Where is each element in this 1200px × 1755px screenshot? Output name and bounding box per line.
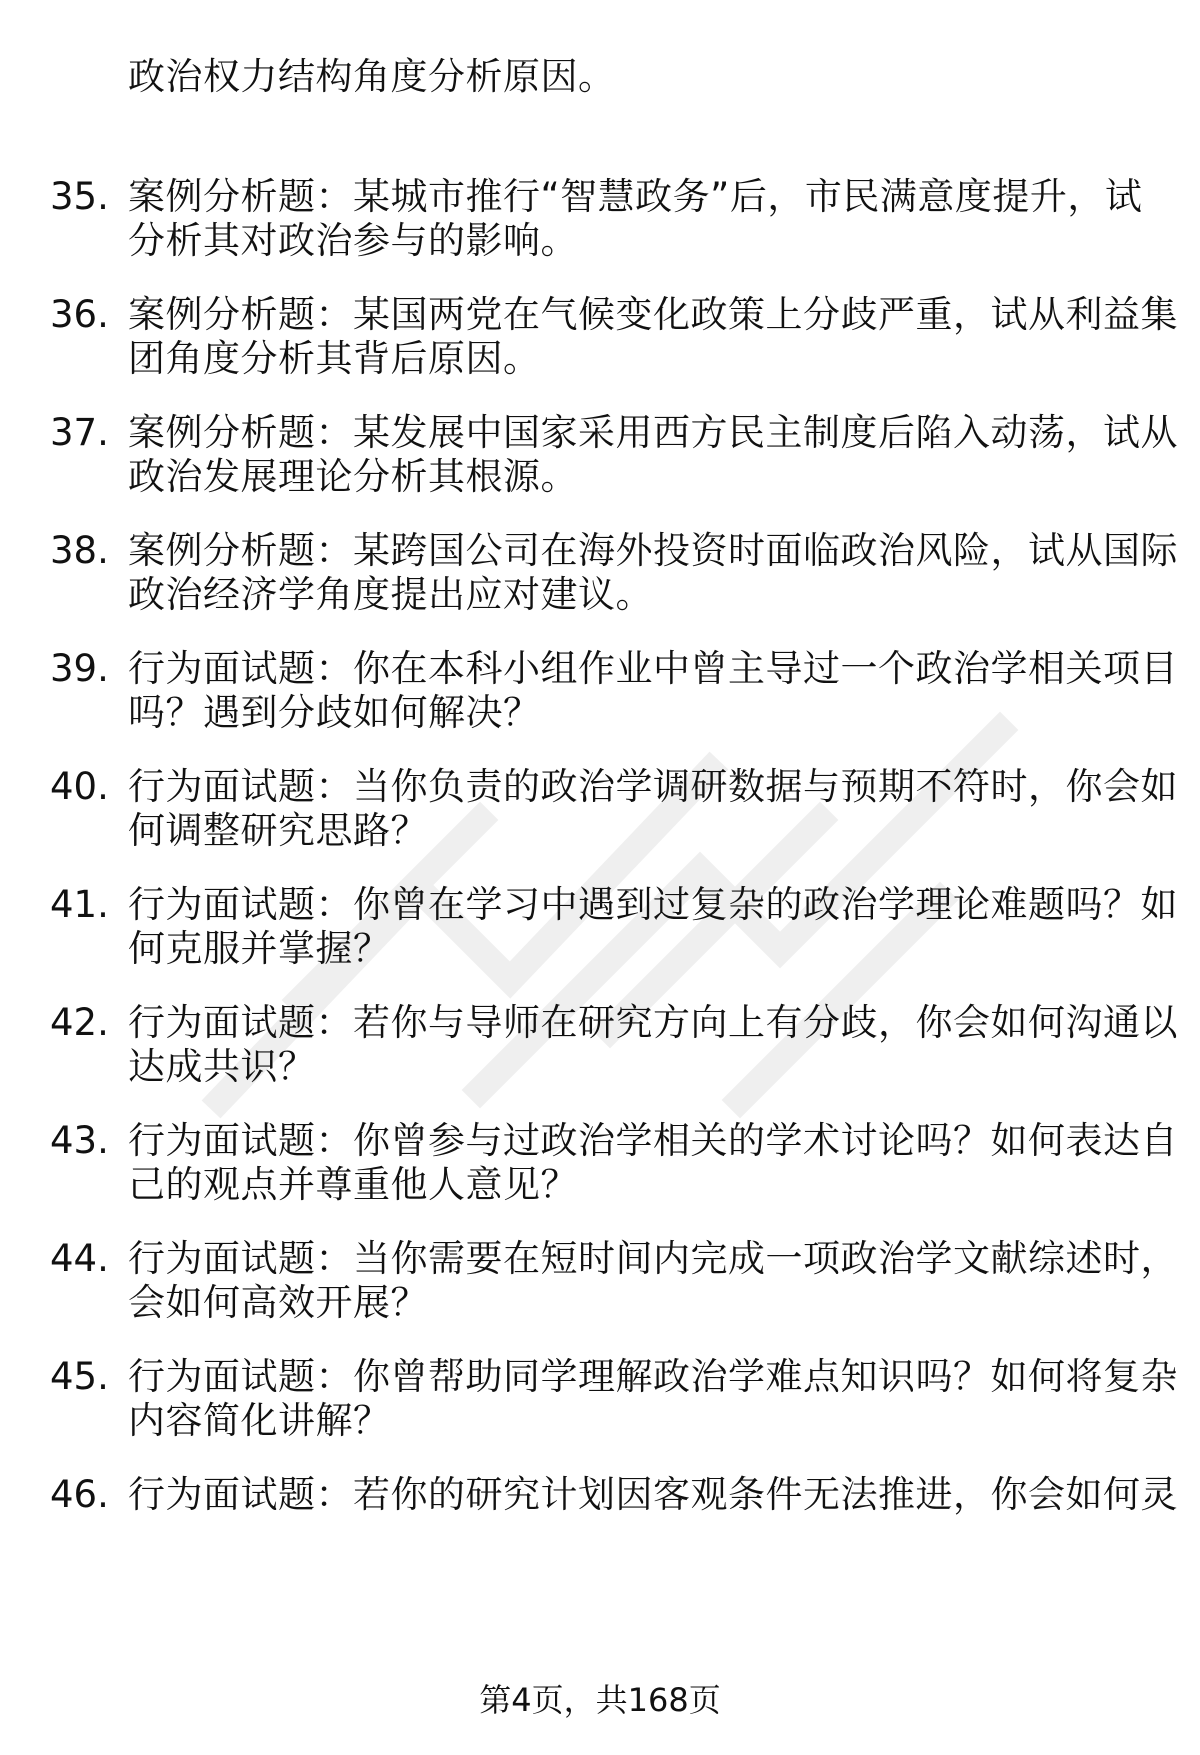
question-number: 38. (50, 529, 109, 572)
question-text-line2: 何调整研究思路？ (128, 809, 428, 852)
question-text-line1: 案例分析题：某国两党在气候变化政策上分歧严重，试从利益集 (128, 293, 1178, 336)
page-footer: 第4页，共168页 (479, 1681, 721, 1719)
question-number: 44. (50, 1237, 109, 1280)
question-text-line2: 政治经济学角度提出应对建议。 (128, 573, 653, 616)
continuation-line: 政治权力结构角度分析原因。 (128, 55, 616, 98)
question-number: 41. (50, 883, 109, 926)
question-text-line2: 达成共识？ (128, 1045, 316, 1088)
question-number: 42. (50, 1001, 109, 1044)
question-text-line1: 案例分析题：某城市推行“智慧政务”后，市民满意度提升，试 (128, 175, 1143, 218)
question-text-line2: 何克服并掌握？ (128, 927, 391, 970)
question-text-line1: 行为面试题：若你的研究计划因客观条件无法推进，你会如何灵 (128, 1473, 1178, 1516)
question-text-line1: 行为面试题：你曾参与过政治学相关的学术讨论吗？如何表达自 (128, 1119, 1178, 1162)
question-text-line1: 案例分析题：某发展中国家采用西方民主制度后陷入动荡，试从 (128, 411, 1178, 454)
question-text-line1: 行为面试题：你曾帮助同学理解政治学难点知识吗？如何将复杂 (128, 1355, 1178, 1398)
question-text-line1: 案例分析题：某跨国公司在海外投资时面临政治风险，试从国际 (128, 529, 1178, 572)
question-text-line2: 政治发展理论分析其根源。 (128, 455, 578, 498)
question-text-line1: 行为面试题：你曾在学习中遇到过复杂的政治学理论难题吗？如 (128, 883, 1178, 926)
question-text-line2: 会如何高效开展？ (128, 1281, 428, 1324)
question-number: 45. (50, 1355, 109, 1398)
question-text-line2: 团角度分析其背后原因。 (128, 337, 541, 380)
question-text-line1: 行为面试题：若你与导师在研究方向上有分歧，你会如何沟通以 (128, 1001, 1178, 1044)
question-text-line1: 行为面试题：当你需要在短时间内完成一项政治学文献综述时， (128, 1237, 1178, 1280)
question-number: 46. (50, 1473, 109, 1516)
question-number: 43. (50, 1119, 109, 1162)
question-number: 37. (50, 411, 109, 454)
question-text-line2: 己的观点并尊重他人意见？ (128, 1163, 578, 1206)
question-text-line2: 内容简化讲解？ (128, 1399, 391, 1442)
question-text-line2: 吗？遇到分歧如何解决？ (128, 691, 541, 734)
question-text-line2: 分析其对政治参与的影响。 (128, 219, 578, 262)
question-number: 40. (50, 765, 109, 808)
question-text-line1: 行为面试题：当你负责的政治学调研数据与预期不符时，你会如 (128, 765, 1178, 808)
question-text-line1: 行为面试题：你在本科小组作业中曾主导过一个政治学相关项目 (128, 647, 1178, 690)
question-number: 35. (50, 175, 109, 218)
question-number: 39. (50, 647, 109, 690)
question-number: 36. (50, 293, 109, 336)
